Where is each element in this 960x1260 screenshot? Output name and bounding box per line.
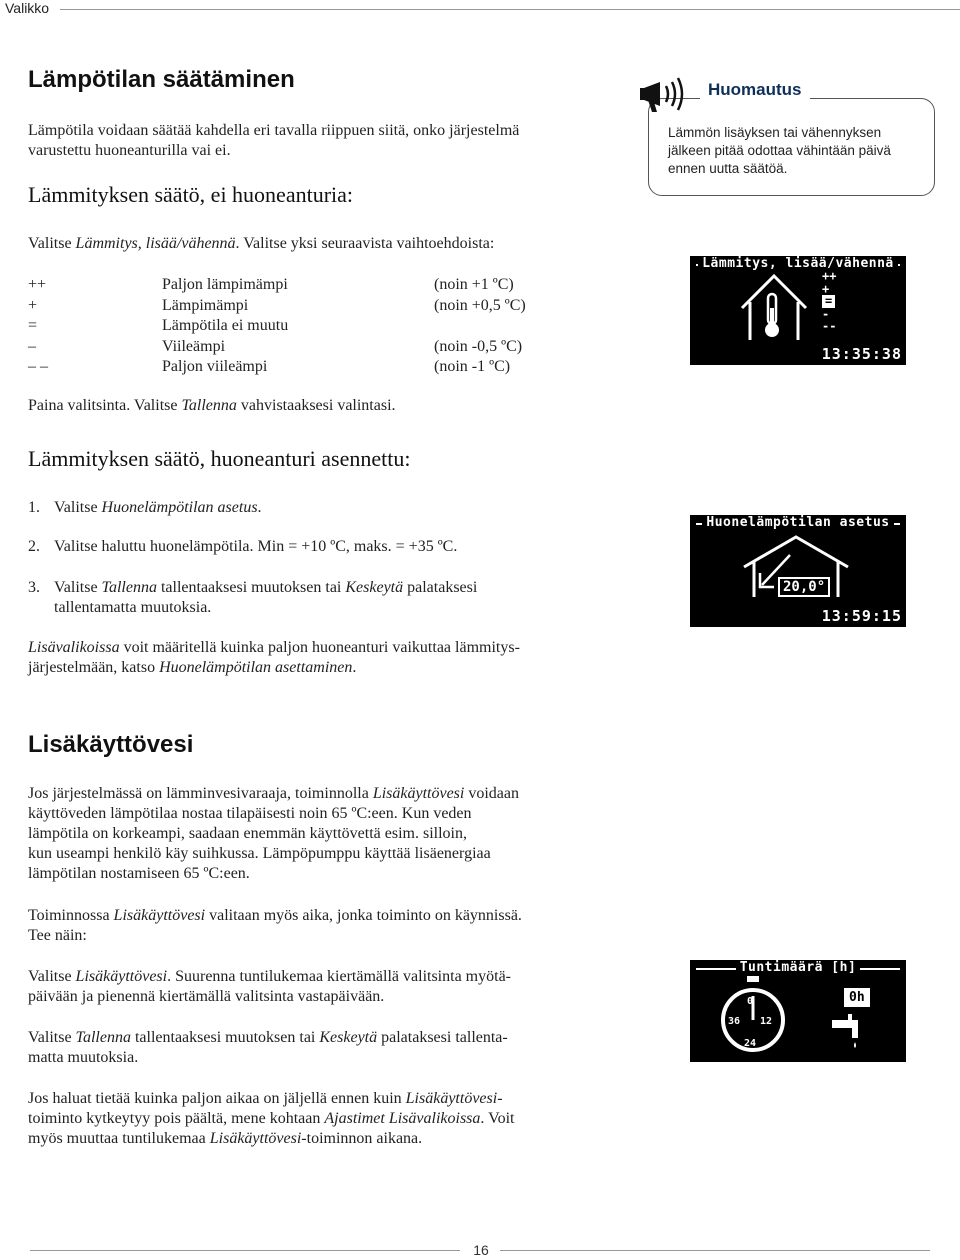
hot-water-paragraph-2: Toiminnossa Lisäkäyttövesi valitaan myös aika, jonka toiminto on käynnissä. Tee näin: bbox=[28, 907, 522, 944]
step-1: 1. Valitse Huonelämpötilan asetus. bbox=[28, 499, 262, 516]
extra-paragraph: Lisävalikoissa voit määritellä kuinka paljon huoneanturi vaikuttaa lämmitys- järjestelmään, katso Huonelämpötilan asettaminen. bbox=[28, 639, 520, 676]
dial-left: 36 bbox=[728, 1016, 741, 1027]
footer-rule-left bbox=[30, 1250, 460, 1251]
press-instruction: Paina valitsinta. Valitse Tallenna vahvistaaksesi valintasi. bbox=[28, 397, 396, 414]
footer-rule-right bbox=[500, 1250, 930, 1251]
screen-title: Huonelämpötilan asetus bbox=[690, 515, 906, 530]
intro-line-1: Lämpötila voidaan säätää kahdella eri tavalla riippuen siitä, onko järjestelmä bbox=[28, 122, 520, 139]
list-item: = Lämpötila ei muutu bbox=[28, 317, 289, 334]
note-text: Lämmön lisäyksen tai vähennyksen jälkeen pitää odottaa vähintään päivä ennen uutta säätöä. bbox=[668, 125, 891, 176]
list-item: – Viileämpi (noin -0,5 ºC) bbox=[28, 337, 523, 355]
dial-bottom: 24 bbox=[744, 1038, 757, 1049]
intro-line-2: varustettu huoneanturilla vai ei. bbox=[28, 142, 231, 159]
house-thermometer-icon bbox=[738, 272, 810, 342]
step-3: 3. Valitse Tallenna tallentaaksesi muutoksen tai Keskeytä palataksesi tallentamatta muutoksia. bbox=[28, 579, 478, 616]
list-item: – – Paljon viileämpi (noin -1 ºC) bbox=[28, 358, 511, 375]
note-title: Huomautus bbox=[700, 80, 810, 100]
list-item: ++ Paljon lämpimämpi (noin +1 ºC) bbox=[28, 276, 514, 293]
display-screen-hours bbox=[690, 960, 906, 1062]
hours-value: 0h bbox=[844, 988, 870, 1007]
screen-clock: 13:35:38 bbox=[821, 345, 902, 363]
hot-water-paragraph-3: Valitse Lisäkäyttövesi. Suurenna tuntilukemaa kiertämällä valitsinta myötä- päivään ja pienennä kiertämällä valitsinta vastapäivään. bbox=[28, 968, 511, 1005]
temperature-value: 20,0° bbox=[778, 577, 830, 597]
section-title-temperature: Lämpötilan säätäminen bbox=[28, 66, 295, 93]
hot-water-paragraph-5: Jos haluat tietää kuinka paljon aikaa on jäljellä ennen kuin Lisäkäyttövesi- toiminto kytkeytyy pois päältä, mene kohtaan Ajastimet Lisävalikoissa. Voit myös muuttaa tuntilukemaa Lisäkäyttövesi-toiminnon aikana. bbox=[28, 1090, 515, 1147]
hot-water-paragraph-4: Valitse Tallenna tallentaaksesi muutoksen tai Keskeytä palataksesi tallenta- matta muutoksia. bbox=[28, 1029, 508, 1066]
display-screen-heating-adjust bbox=[690, 256, 906, 365]
select-instruction: Valitse Lämmitys, lisää/vähennä. Valitse yksi seuraavista vaihtoehdoista: bbox=[28, 235, 495, 252]
dial-top: 0 bbox=[747, 996, 754, 1007]
screen-title: Tuntimäärä [h] bbox=[690, 960, 906, 975]
subheading-with-sensor: Lämmityksen säätö, huoneanturi asennettu: bbox=[28, 446, 411, 471]
header-rule bbox=[60, 9, 960, 10]
running-header: Valikko bbox=[5, 0, 50, 16]
subheading-no-sensor: Lämmityksen säätö, ei huoneanturia: bbox=[28, 182, 354, 207]
list-item: + Lämpimämpi (noin +0,5 ºC) bbox=[28, 296, 526, 314]
intro-paragraph bbox=[28, 121, 628, 161]
page-number: 16 bbox=[473, 1242, 489, 1258]
section-title-extra-hot-water: Lisäkäyttövesi bbox=[28, 731, 194, 758]
tap-icon bbox=[830, 1012, 870, 1052]
screen-clock: 13:59:15 bbox=[821, 607, 902, 625]
screen-title: Lämmitys, lisää/vähennä bbox=[690, 256, 906, 271]
megaphone-icon bbox=[638, 72, 696, 121]
step-2: 2. Valitse haluttu huonelämpötila. Min = +10 ºC, maks. = +35 ºC. bbox=[28, 538, 458, 555]
screen-options: ++ + = - -- bbox=[822, 269, 837, 333]
dial-right: 12 bbox=[760, 1016, 773, 1027]
options-list bbox=[28, 275, 588, 378]
hot-water-paragraph-1: Jos järjestelmässä on lämminvesivaraaja, toiminnolla Lisäkäyttövesi voidaan käyttöveden lämpötilaa nostaa tilapäisesti noin 65 ºC:een. Kun veden lämpötila on korkeampi, saadaan enemmän käyttövettä esim. silloin, kun useampi henkilö käy suihkussa. Lämpöpumppu käyttää lisäenergiaa lämpötilan nostamiseen 65 ºC:een. bbox=[28, 785, 520, 882]
display-screen-room-temp bbox=[690, 515, 906, 627]
